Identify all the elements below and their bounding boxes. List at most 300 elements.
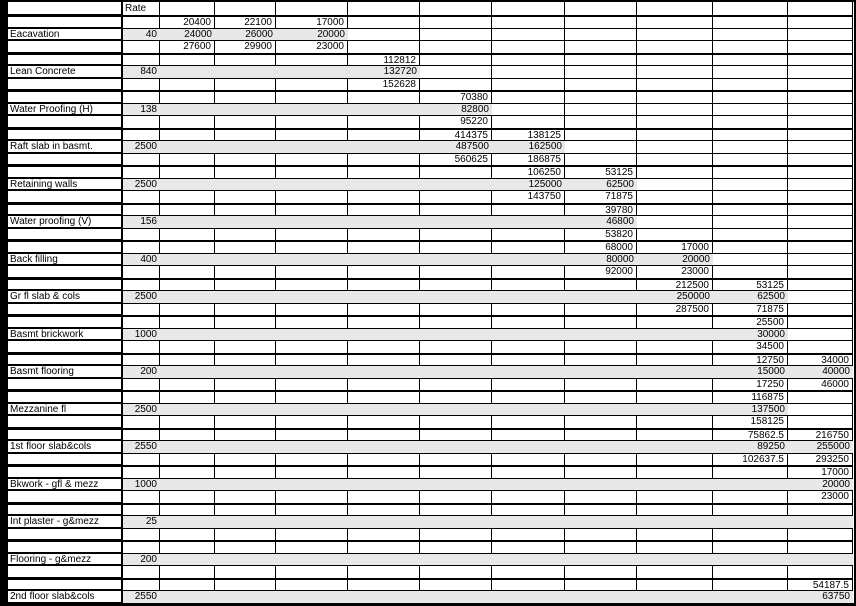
value-cell[interactable] <box>637 141 713 154</box>
rate-cell[interactable] <box>123 91 160 104</box>
value-cell[interactable]: 23000 <box>276 41 348 54</box>
value-cell[interactable] <box>713 54 788 67</box>
value-cell[interactable] <box>348 216 420 229</box>
value-cell[interactable]: 53125 <box>713 279 788 292</box>
value-cell[interactable]: 293250 <box>788 454 853 467</box>
value-cell[interactable] <box>492 454 565 467</box>
value-cell[interactable] <box>637 404 713 417</box>
value-cell[interactable] <box>492 391 565 404</box>
value-cell[interactable]: 20400 <box>160 16 215 29</box>
value-cell[interactable] <box>215 441 276 454</box>
value-cell[interactable]: 137500 <box>713 404 788 417</box>
value-cell[interactable] <box>637 41 713 54</box>
value-cell[interactable] <box>348 504 420 517</box>
value-cell[interactable] <box>492 579 565 592</box>
value-cell[interactable] <box>788 104 853 117</box>
value-cell[interactable] <box>215 129 276 142</box>
value-cell[interactable] <box>276 516 348 529</box>
value-cell[interactable] <box>637 79 713 92</box>
value-cell[interactable] <box>788 29 853 42</box>
value-cell[interactable] <box>492 429 565 442</box>
value-cell[interactable] <box>160 316 215 329</box>
value-cell[interactable] <box>637 454 713 467</box>
value-cell[interactable]: 24000 <box>160 29 215 42</box>
value-cell[interactable]: 23000 <box>788 491 853 504</box>
value-cell[interactable] <box>348 254 420 267</box>
value-cell[interactable] <box>348 166 420 179</box>
value-cell[interactable] <box>215 454 276 467</box>
value-cell[interactable] <box>348 279 420 292</box>
value-cell[interactable] <box>276 141 348 154</box>
value-cell[interactable] <box>276 216 348 229</box>
value-cell[interactable]: 27600 <box>160 41 215 54</box>
value-cell[interactable] <box>713 104 788 117</box>
label-cell[interactable] <box>8 304 123 317</box>
value-cell[interactable] <box>637 66 713 79</box>
value-cell[interactable] <box>492 541 565 554</box>
value-cell[interactable]: 20000 <box>276 29 348 42</box>
value-cell[interactable] <box>160 591 215 604</box>
value-cell[interactable] <box>276 166 348 179</box>
value-cell[interactable] <box>160 79 215 92</box>
value-cell[interactable] <box>160 579 215 592</box>
value-cell[interactable] <box>637 16 713 29</box>
value-cell[interactable]: 23000 <box>637 266 713 279</box>
value-cell[interactable] <box>420 16 492 29</box>
value-cell[interactable] <box>420 66 492 79</box>
label-cell[interactable] <box>8 429 123 442</box>
value-cell[interactable] <box>215 354 276 367</box>
value-cell[interactable] <box>788 154 853 167</box>
value-cell[interactable] <box>637 591 713 604</box>
value-cell[interactable] <box>276 454 348 467</box>
value-cell[interactable] <box>637 441 713 454</box>
value-cell[interactable] <box>215 191 276 204</box>
value-cell[interactable] <box>215 179 276 192</box>
header-cell[interactable] <box>788 2 853 16</box>
rate-cell[interactable] <box>123 79 160 92</box>
value-cell[interactable] <box>637 204 713 217</box>
value-cell[interactable] <box>420 79 492 92</box>
value-cell[interactable]: 46000 <box>788 379 853 392</box>
label-cell[interactable] <box>8 541 123 554</box>
rate-cell[interactable] <box>123 241 160 254</box>
value-cell[interactable]: 102637.5 <box>713 454 788 467</box>
value-cell[interactable] <box>348 341 420 354</box>
header-cell[interactable] <box>492 2 565 16</box>
value-cell[interactable] <box>348 416 420 429</box>
value-cell[interactable] <box>276 504 348 517</box>
item-label-cell[interactable]: Eacavation <box>8 29 123 42</box>
value-cell[interactable] <box>565 504 637 517</box>
value-cell[interactable] <box>492 366 565 379</box>
value-cell[interactable] <box>215 541 276 554</box>
value-cell[interactable] <box>637 529 713 542</box>
rate-cell[interactable] <box>123 191 160 204</box>
value-cell[interactable]: 17000 <box>276 16 348 29</box>
value-cell[interactable]: 22100 <box>215 16 276 29</box>
value-cell[interactable] <box>713 129 788 142</box>
label-cell[interactable] <box>8 41 123 54</box>
value-cell[interactable] <box>348 229 420 242</box>
value-cell[interactable] <box>215 404 276 417</box>
value-cell[interactable] <box>348 554 420 567</box>
value-cell[interactable] <box>420 516 492 529</box>
value-cell[interactable] <box>788 541 853 554</box>
value-cell[interactable] <box>215 491 276 504</box>
value-cell[interactable]: 255000 <box>788 441 853 454</box>
value-cell[interactable] <box>420 379 492 392</box>
value-cell[interactable] <box>637 54 713 67</box>
label-cell[interactable] <box>8 279 123 292</box>
value-cell[interactable]: 162500 <box>492 141 565 154</box>
value-cell[interactable] <box>215 591 276 604</box>
rate-cell[interactable]: 156 <box>123 216 160 229</box>
value-cell[interactable] <box>788 504 853 517</box>
rate-cell[interactable] <box>123 154 160 167</box>
value-cell[interactable] <box>348 541 420 554</box>
value-cell[interactable]: 132720 <box>348 66 420 79</box>
value-cell[interactable] <box>420 529 492 542</box>
value-cell[interactable] <box>160 479 215 492</box>
value-cell[interactable] <box>565 104 637 117</box>
value-cell[interactable]: 34500 <box>713 341 788 354</box>
value-cell[interactable] <box>348 129 420 142</box>
label-cell[interactable] <box>8 229 123 242</box>
value-cell[interactable] <box>788 216 853 229</box>
header-cell[interactable] <box>160 2 215 16</box>
value-cell[interactable] <box>348 41 420 54</box>
value-cell[interactable] <box>276 279 348 292</box>
value-cell[interactable] <box>420 566 492 579</box>
value-cell[interactable] <box>348 491 420 504</box>
value-cell[interactable] <box>160 141 215 154</box>
value-cell[interactable] <box>492 566 565 579</box>
value-cell[interactable] <box>565 79 637 92</box>
value-cell[interactable] <box>637 29 713 42</box>
value-cell[interactable] <box>160 116 215 129</box>
rate-cell[interactable]: 40 <box>123 29 160 42</box>
value-cell[interactable] <box>788 291 853 304</box>
value-cell[interactable]: 62500 <box>565 179 637 192</box>
value-cell[interactable] <box>276 366 348 379</box>
value-cell[interactable]: 34000 <box>788 354 853 367</box>
value-cell[interactable] <box>565 329 637 342</box>
label-cell[interactable] <box>8 379 123 392</box>
value-cell[interactable] <box>420 466 492 479</box>
value-cell[interactable] <box>160 291 215 304</box>
value-cell[interactable] <box>420 541 492 554</box>
value-cell[interactable] <box>637 429 713 442</box>
value-cell[interactable] <box>420 504 492 517</box>
value-cell[interactable] <box>276 329 348 342</box>
value-cell[interactable]: 186875 <box>492 154 565 167</box>
value-cell[interactable] <box>276 554 348 567</box>
value-cell[interactable] <box>160 491 215 504</box>
value-cell[interactable] <box>637 566 713 579</box>
value-cell[interactable] <box>637 316 713 329</box>
value-cell[interactable] <box>276 66 348 79</box>
value-cell[interactable] <box>713 241 788 254</box>
value-cell[interactable] <box>215 341 276 354</box>
value-cell[interactable] <box>160 391 215 404</box>
item-label-cell[interactable]: Retaining walls <box>8 179 123 192</box>
label-cell[interactable] <box>8 566 123 579</box>
value-cell[interactable] <box>565 454 637 467</box>
value-cell[interactable] <box>160 241 215 254</box>
value-cell[interactable]: 20000 <box>637 254 713 267</box>
value-cell[interactable] <box>348 266 420 279</box>
item-label-cell[interactable]: Basmt brickwork <box>8 329 123 342</box>
value-cell[interactable] <box>348 91 420 104</box>
value-cell[interactable] <box>788 554 853 567</box>
value-cell[interactable] <box>160 179 215 192</box>
value-cell[interactable] <box>637 104 713 117</box>
rate-cell[interactable]: 1000 <box>123 479 160 492</box>
rate-cell[interactable]: 2500 <box>123 291 160 304</box>
value-cell[interactable] <box>160 354 215 367</box>
value-cell[interactable] <box>420 354 492 367</box>
value-cell[interactable]: 95220 <box>420 116 492 129</box>
value-cell[interactable]: 250000 <box>637 291 713 304</box>
value-cell[interactable] <box>160 191 215 204</box>
value-cell[interactable] <box>788 41 853 54</box>
value-cell[interactable] <box>215 279 276 292</box>
value-cell[interactable] <box>492 16 565 29</box>
value-cell[interactable]: 63750 <box>788 591 853 604</box>
value-cell[interactable] <box>420 316 492 329</box>
value-cell[interactable] <box>160 554 215 567</box>
value-cell[interactable]: 143750 <box>492 191 565 204</box>
value-cell[interactable] <box>492 591 565 604</box>
label-cell[interactable] <box>8 241 123 254</box>
item-label-cell[interactable]: Water Proofing (H) <box>8 104 123 117</box>
value-cell[interactable]: 125000 <box>492 179 565 192</box>
value-cell[interactable]: 152628 <box>348 79 420 92</box>
value-cell[interactable] <box>637 116 713 129</box>
value-cell[interactable] <box>713 229 788 242</box>
rate-cell[interactable] <box>123 429 160 442</box>
value-cell[interactable] <box>788 129 853 142</box>
corner-cell[interactable] <box>8 2 123 16</box>
value-cell[interactable] <box>637 491 713 504</box>
value-cell[interactable] <box>215 579 276 592</box>
rate-cell[interactable] <box>123 504 160 517</box>
value-cell[interactable] <box>160 54 215 67</box>
value-cell[interactable] <box>420 554 492 567</box>
value-cell[interactable] <box>348 291 420 304</box>
value-cell[interactable] <box>492 79 565 92</box>
value-cell[interactable] <box>565 366 637 379</box>
value-cell[interactable] <box>492 29 565 42</box>
value-cell[interactable] <box>788 304 853 317</box>
value-cell[interactable] <box>276 479 348 492</box>
value-cell[interactable] <box>160 254 215 267</box>
value-cell[interactable]: 216750 <box>788 429 853 442</box>
item-label-cell[interactable]: Water proofing (V) <box>8 216 123 229</box>
value-cell[interactable] <box>565 354 637 367</box>
value-cell[interactable] <box>492 291 565 304</box>
value-cell[interactable] <box>492 341 565 354</box>
value-cell[interactable] <box>565 566 637 579</box>
rate-cell[interactable]: 200 <box>123 366 160 379</box>
value-cell[interactable]: 26000 <box>215 29 276 42</box>
value-cell[interactable] <box>348 579 420 592</box>
value-cell[interactable] <box>215 504 276 517</box>
label-cell[interactable] <box>8 16 123 29</box>
value-cell[interactable] <box>420 491 492 504</box>
rate-cell[interactable] <box>123 579 160 592</box>
value-cell[interactable] <box>565 29 637 42</box>
rate-cell[interactable] <box>123 341 160 354</box>
value-cell[interactable] <box>788 66 853 79</box>
value-cell[interactable] <box>713 29 788 42</box>
value-cell[interactable] <box>565 541 637 554</box>
value-cell[interactable]: 30000 <box>713 329 788 342</box>
value-cell[interactable] <box>276 416 348 429</box>
value-cell[interactable] <box>492 266 565 279</box>
value-cell[interactable] <box>348 141 420 154</box>
value-cell[interactable] <box>637 366 713 379</box>
value-cell[interactable] <box>420 391 492 404</box>
value-cell[interactable] <box>637 216 713 229</box>
rate-cell[interactable] <box>123 41 160 54</box>
value-cell[interactable] <box>492 504 565 517</box>
value-cell[interactable]: 20000 <box>788 479 853 492</box>
value-cell[interactable] <box>276 316 348 329</box>
value-cell[interactable] <box>420 291 492 304</box>
value-cell[interactable] <box>565 291 637 304</box>
value-cell[interactable] <box>565 416 637 429</box>
value-cell[interactable] <box>788 179 853 192</box>
label-cell[interactable] <box>8 116 123 129</box>
value-cell[interactable] <box>565 66 637 79</box>
value-cell[interactable] <box>215 379 276 392</box>
value-cell[interactable] <box>160 416 215 429</box>
label-cell[interactable] <box>8 166 123 179</box>
value-cell[interactable] <box>788 254 853 267</box>
rate-cell[interactable]: 2500 <box>123 404 160 417</box>
value-cell[interactable] <box>215 366 276 379</box>
value-cell[interactable] <box>215 391 276 404</box>
value-cell[interactable] <box>788 316 853 329</box>
value-cell[interactable] <box>160 504 215 517</box>
rate-cell[interactable] <box>123 354 160 367</box>
value-cell[interactable] <box>160 204 215 217</box>
value-cell[interactable] <box>492 91 565 104</box>
value-cell[interactable] <box>348 191 420 204</box>
value-cell[interactable] <box>276 466 348 479</box>
label-cell[interactable] <box>8 391 123 404</box>
rate-cell[interactable]: 25 <box>123 516 160 529</box>
rate-cell[interactable] <box>123 529 160 542</box>
value-cell[interactable] <box>637 479 713 492</box>
value-cell[interactable] <box>215 479 276 492</box>
value-cell[interactable]: 71875 <box>713 304 788 317</box>
value-cell[interactable] <box>420 254 492 267</box>
value-cell[interactable] <box>788 54 853 67</box>
value-cell[interactable]: 12750 <box>713 354 788 367</box>
rate-cell[interactable] <box>123 491 160 504</box>
value-cell[interactable] <box>565 54 637 67</box>
value-cell[interactable] <box>637 179 713 192</box>
value-cell[interactable] <box>276 291 348 304</box>
value-cell[interactable] <box>637 166 713 179</box>
rate-cell[interactable]: 1000 <box>123 329 160 342</box>
value-cell[interactable] <box>420 29 492 42</box>
value-cell[interactable]: 560625 <box>420 154 492 167</box>
value-cell[interactable] <box>215 466 276 479</box>
rate-cell[interactable] <box>123 166 160 179</box>
label-cell[interactable] <box>8 579 123 592</box>
value-cell[interactable] <box>788 566 853 579</box>
rate-cell[interactable]: 2500 <box>123 179 160 192</box>
value-cell[interactable] <box>276 116 348 129</box>
value-cell[interactable] <box>565 279 637 292</box>
value-cell[interactable] <box>492 204 565 217</box>
value-cell[interactable]: 106250 <box>492 166 565 179</box>
value-cell[interactable] <box>160 516 215 529</box>
value-cell[interactable] <box>492 279 565 292</box>
value-cell[interactable] <box>788 516 853 529</box>
value-cell[interactable] <box>492 516 565 529</box>
value-cell[interactable] <box>420 479 492 492</box>
value-cell[interactable] <box>565 154 637 167</box>
value-cell[interactable] <box>713 566 788 579</box>
value-cell[interactable] <box>492 116 565 129</box>
value-cell[interactable] <box>492 66 565 79</box>
label-cell[interactable] <box>8 266 123 279</box>
value-cell[interactable] <box>492 416 565 429</box>
value-cell[interactable] <box>215 516 276 529</box>
value-cell[interactable] <box>637 466 713 479</box>
value-cell[interactable] <box>713 504 788 517</box>
value-cell[interactable] <box>160 441 215 454</box>
rate-cell[interactable] <box>123 16 160 29</box>
value-cell[interactable] <box>276 304 348 317</box>
value-cell[interactable] <box>713 166 788 179</box>
value-cell[interactable] <box>215 329 276 342</box>
value-cell[interactable] <box>788 266 853 279</box>
value-cell[interactable] <box>160 279 215 292</box>
value-cell[interactable]: 80000 <box>565 254 637 267</box>
value-cell[interactable] <box>276 154 348 167</box>
value-cell[interactable] <box>492 354 565 367</box>
label-cell[interactable] <box>8 54 123 67</box>
value-cell[interactable] <box>276 441 348 454</box>
value-cell[interactable] <box>788 141 853 154</box>
item-label-cell[interactable]: Gr fl slab & cols <box>8 291 123 304</box>
label-cell[interactable] <box>8 454 123 467</box>
value-cell[interactable] <box>565 591 637 604</box>
value-cell[interactable] <box>713 204 788 217</box>
value-cell[interactable] <box>492 41 565 54</box>
rate-cell[interactable] <box>123 541 160 554</box>
value-cell[interactable] <box>713 466 788 479</box>
value-cell[interactable] <box>160 304 215 317</box>
value-cell[interactable] <box>492 529 565 542</box>
header-cell[interactable] <box>276 2 348 16</box>
value-cell[interactable] <box>420 404 492 417</box>
value-cell[interactable] <box>348 529 420 542</box>
value-cell[interactable] <box>348 354 420 367</box>
value-cell[interactable] <box>713 579 788 592</box>
value-cell[interactable] <box>713 216 788 229</box>
header-cell[interactable] <box>637 2 713 16</box>
rate-cell[interactable] <box>123 116 160 129</box>
value-cell[interactable] <box>788 229 853 242</box>
value-cell[interactable] <box>276 129 348 142</box>
